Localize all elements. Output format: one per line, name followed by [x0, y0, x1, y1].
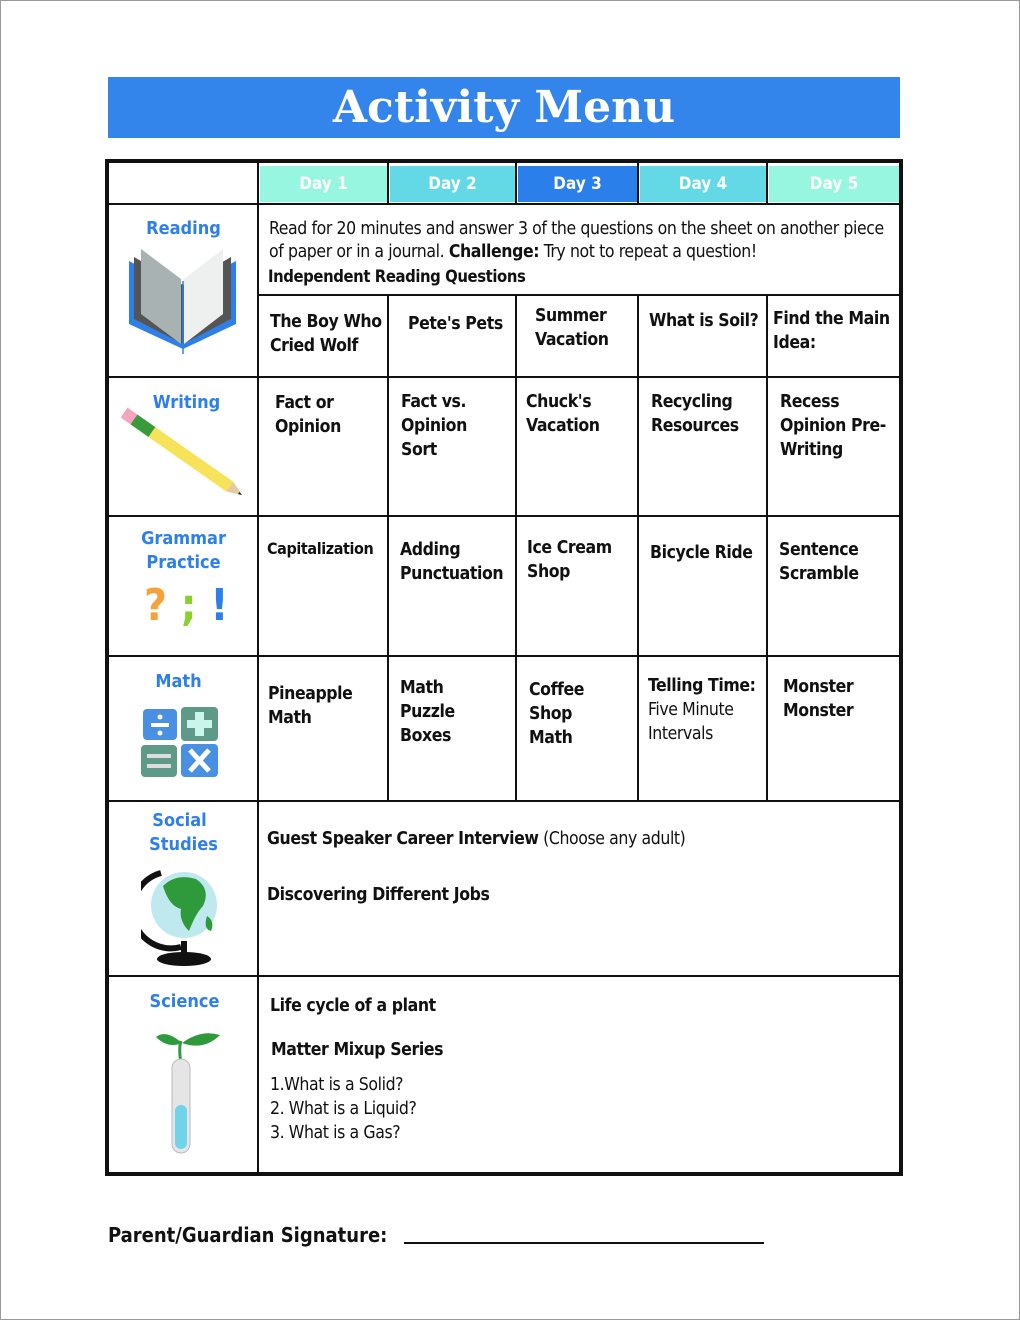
exclamation-icon: ! — [210, 580, 229, 631]
grammar-day5: Sentence Scramble — [779, 540, 859, 584]
math-day3: Coffee Shop Math — [529, 680, 585, 748]
semicolon-icon: ; — [180, 580, 197, 631]
divider — [637, 161, 639, 204]
grammar-day3: Ice Cream Shop — [527, 538, 612, 582]
reading-day1: The Boy Who Cried Wolf — [270, 312, 382, 356]
day-4-header: Day 4 — [640, 166, 766, 202]
divider — [107, 515, 901, 517]
signature-label: Parent/Guardian Signature: — [108, 1223, 388, 1247]
globe-icon — [141, 861, 226, 969]
challenge-label: Challenge: — [448, 242, 540, 262]
social-item-1-title: Guest Speaker Career Interview — [267, 829, 539, 849]
math-operations-icon — [141, 707, 221, 779]
social-item-1-note: (Choose any adult) — [538, 829, 686, 849]
divider — [515, 161, 517, 204]
science-item-2: Matter Mixup Series — [271, 1040, 444, 1060]
divider — [387, 294, 389, 801]
science-list-1: 1.What is a Solid? — [270, 1075, 404, 1095]
day-5-header: Day 5 — [769, 166, 899, 202]
math-day1: Pineapple Math — [268, 684, 353, 728]
subject-math: Math — [155, 671, 202, 692]
reading-day5: Find the Main Idea: — [773, 309, 890, 353]
reading-day3: Summer Vacation — [535, 306, 609, 350]
question-mark-icon: ? — [144, 580, 167, 631]
plant-test-tube-icon — [156, 1029, 226, 1157]
subject-social-line1: Social — [152, 810, 207, 831]
reading-day2: Pete's Pets — [408, 314, 503, 334]
subject-grammar-line2: Practice — [146, 552, 221, 573]
writing-day4: Recycling Resources — [651, 392, 739, 436]
instructions-text: Read for 20 minutes and answer 3 of the questions on the sheet on another piece of paper or in a journal. — [269, 219, 884, 262]
writing-day1: Fact or Opinion — [275, 393, 341, 437]
reading-instructions — [269, 218, 894, 264]
writing-day2: Fact vs. Opinion Sort — [401, 392, 467, 460]
science-list-2: 2. What is a Liquid? — [270, 1099, 417, 1119]
day-3-header: Day 3 — [518, 166, 637, 202]
subject-science: Science — [149, 991, 220, 1012]
reading-day4: What is Soil? — [649, 311, 759, 331]
math-day5: Monster Monster — [783, 677, 854, 721]
book-icon — [126, 249, 238, 359]
divider — [515, 294, 517, 801]
challenge-text: Try not to repeat a question! — [539, 242, 757, 262]
subject-social-line2: Studies — [149, 834, 218, 855]
divider — [766, 294, 768, 801]
math-day4-sub: Five Minute Intervals — [648, 700, 734, 744]
math-day2: Math Puzzle Boxes — [400, 678, 455, 746]
signature-line[interactable] — [404, 1242, 764, 1244]
math-day4: Telling Time: — [648, 676, 756, 696]
day-1-header: Day 1 — [260, 166, 387, 202]
divider — [637, 294, 639, 801]
divider — [766, 161, 768, 204]
divider — [107, 203, 901, 205]
divider — [257, 161, 259, 1173]
divider — [258, 294, 901, 296]
day-2-header: Day 2 — [390, 166, 515, 202]
writing-day3: Chuck's Vacation — [526, 392, 600, 436]
writing-day5: Recess Opinion Pre-Writing — [780, 392, 886, 460]
page-title: Activity Menu — [108, 77, 900, 138]
punctuation-icon — [144, 581, 228, 631]
divider — [107, 800, 901, 802]
pencil-icon — [119, 406, 249, 506]
social-item-1 — [267, 827, 685, 851]
subject-writing: Writing — [152, 392, 221, 413]
subject-grammar-line1: Grammar — [141, 528, 226, 549]
subject-reading: Reading — [146, 218, 221, 239]
divider — [107, 376, 901, 378]
divider — [107, 975, 901, 977]
divider — [107, 655, 901, 657]
grammar-day4: Bicycle Ride — [650, 543, 753, 563]
reading-subheading: Independent Reading Questions — [268, 267, 526, 286]
social-item-2: Discovering Different Jobs — [267, 885, 490, 905]
science-item-1: Life cycle of a plant — [270, 996, 436, 1016]
grammar-day1: Capitalization — [267, 539, 374, 558]
science-list-3: 3. What is a Gas? — [270, 1123, 401, 1143]
divider — [387, 161, 389, 204]
grammar-day2: Adding Punctuation — [400, 540, 504, 584]
